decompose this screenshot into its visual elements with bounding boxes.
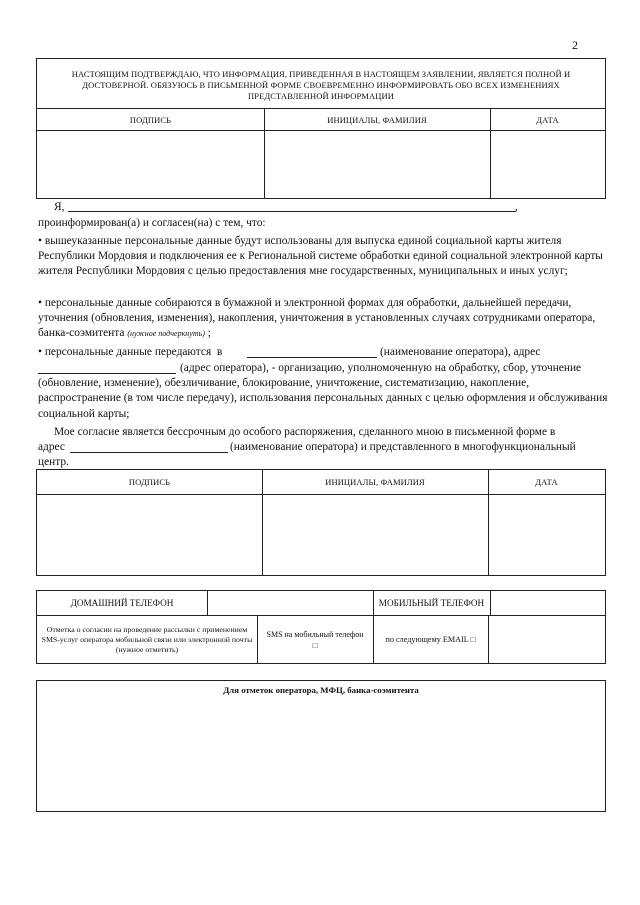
i-label: Я, [54,201,65,213]
bullet-3-address: (адрес оператора), - организацию, уполномоченную на обработку, сбор, уточнение (обновление, изменение), обезличивание, блокирование, уничтожение, систематизацию, накопление, распространение (в том числе передачу), использования персональных данных с целью оформления и обслуживания социальной карты; [38,362,608,420]
bullet-1: • вышеуказанные персональные данные будут использованы для выпуска единой социальной карты жителя Республики Мордовия и подключения ее к Региональной системе обработки единой социальной электронной карты жителя Республики Мордовия с целью предоставления мне государственных, муниципальных и иных услуг; [38,235,603,278]
mobile-phone-label: МОБИЛЬНЫЙ ТЕЛЕФОН [378,598,485,608]
informed-text: проинформирован(а) и согласен(на) с тем, что: [38,217,266,229]
bullet-2-note: (нужное подчеркнуть) [127,329,205,339]
email-option[interactable]: по следующему EMAIL □ [385,635,476,644]
perpetual-addr-label: адрес [38,441,65,453]
operator-notes-title: Для отметок оператора, МФЦ, банка-соэмитента [223,685,419,695]
home-phone-field[interactable] [208,591,373,615]
confirmation-table [36,58,606,199]
mobile-phone-field[interactable] [491,591,605,615]
date-header: ДАТА [536,115,559,125]
name-header-2: ИНИЦИАЛЫ, ФАМИЛИЯ [325,477,425,487]
bullet-3-start [38,345,222,360]
date-field[interactable] [491,131,605,198]
perpetual-line-2: (наименование оператора) и представленного в многофункциональный центр. [38,441,576,469]
home-phone-label: ДОМАШНИЙ ТЕЛЕФОН [70,598,174,608]
bullet-2-end: ; [207,327,211,340]
bullet-2 [38,296,608,342]
bullet-2-main: • персональные данные собираются в бумажной и электронной формах для обработки, дальнейшей передачи, уточнения (обновления, изменения), накопления, уничтожения в установленных случаях сотрудниками оператора, банка-соэмитента [38,297,596,340]
signature-field[interactable] [37,131,264,198]
name-header: ИНИЦИАЛЫ, ФАМИЛИЯ [327,115,427,125]
name-field-2[interactable] [263,495,488,575]
signature-header: ПОДПИСЬ [129,115,172,125]
confirmation-statement: НАСТОЯЩИМ ПОДТВЕРЖДАЮ, ЧТО ИНФОРМАЦИЯ, ПРИВЕДЕННАЯ В НАСТОЯЩЕМ ЗАЯВЛЕНИИ, ЯВЛЯЕТСЯ ПОЛНОЙ И ДОСТОВЕРНОЙ. ОБЯЗУЮСЬ В ПИСЬМЕННОЙ ФОРМЕ СВОЕВРЕМЕННО ИНФОРМИРОВАТЬ ОБО ВСЕХ ИЗМЕНЕНИЯХ ПРЕДСТАВЛЕННОЙ ИНФОРМАЦИИ [71,69,571,101]
name-field[interactable] [265,131,490,198]
perpetual-line-1: Мое согласие является бессрочным до особого распоряжения, сделанного мною в письменной форме в [54,426,556,438]
operator-name-field[interactable] [247,357,377,358]
phones-table [36,590,606,664]
sms-option[interactable]: SMS на мобильный телефон □ [266,629,364,650]
bullet-3-operator: (наименование оператора), адрес [380,346,541,358]
signature-header-2: ПОДПИСЬ [128,477,171,487]
bullet-3-in: в [216,346,223,358]
date-field-2[interactable] [489,495,605,575]
operator-notes-box [36,680,606,812]
date-header-2: ДАТА [535,477,558,487]
mailing-consent-label: Отметка о согласии на проведение рассылки с применением SMS-услуг оператора мобильной связи или электронной почты (нужное отметить) [41,624,253,654]
page-number: 2 [572,38,578,52]
operator-notes-field[interactable] [37,699,605,811]
bullet-3-lead: • персональные данные передаются [38,346,212,358]
i-trailing-comma: , [515,201,518,213]
signature-field-2[interactable] [37,495,262,575]
full-name-field[interactable] [68,211,516,212]
signature-table-2 [36,469,606,576]
email-field[interactable] [489,616,605,663]
